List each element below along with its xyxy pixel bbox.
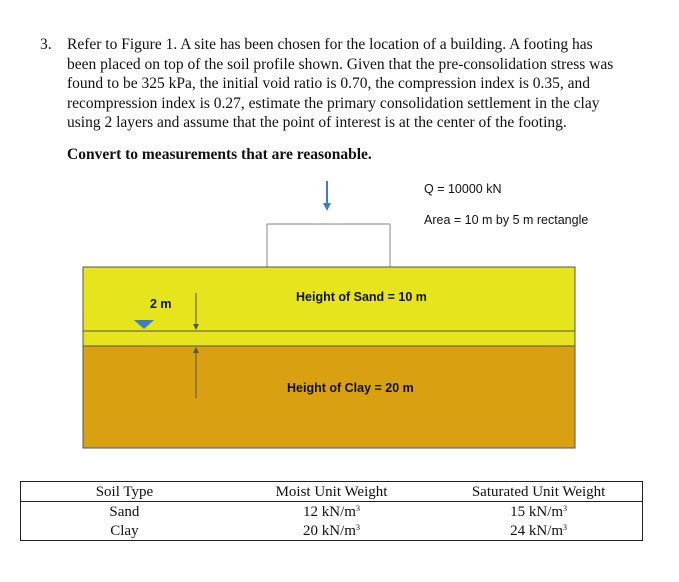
table-header-row — [21, 482, 643, 502]
table-header-cell: Moist Unit Weight — [228, 482, 435, 502]
table-header-cell: Soil Type — [21, 482, 228, 502]
table-row — [21, 521, 643, 541]
saturated-sand-band — [83, 331, 575, 346]
problem-number: 3. — [40, 36, 52, 53]
clay-layer — [83, 346, 575, 448]
unit-exponent: 3 — [563, 503, 568, 513]
table-cell: 15 $kN/m^3$ — [435, 502, 642, 522]
unit-exponent: 3 — [355, 522, 360, 532]
clay-height-label: Height of Clay = 20 m — [287, 381, 414, 395]
table-cell: 12 $kN/m^3$ — [303, 503, 360, 520]
problem-line: been placed on top of the soil profile shown. Given that the pre-consolidation stress was — [67, 55, 614, 73]
problem-line: found to be 325 kPa, the initial void ratio is 0.70, the compression index is 0.35, and — [67, 75, 591, 92]
problem-line: using 2 layers and assume that the point of interest is at the center of the footing. — [67, 114, 567, 131]
table-cell: Clay — [21, 521, 228, 541]
table-cell: 24 $kN/m^3$ — [435, 521, 642, 541]
water-table-depth-label: 2 m — [150, 297, 172, 311]
area-label: Area = 10 m by 5 m rectangle — [424, 213, 589, 227]
table-header-cell: Saturated Unit Weight — [435, 482, 642, 502]
instruction-text: Convert to measurements that are reasonable. — [67, 146, 372, 163]
problem-line: Refer to Figure 1. A site has been chosen for the location of a building. A footing has — [67, 36, 593, 53]
sand-height-label: Height of Sand = 10 m — [296, 290, 427, 304]
unit-exponent: 3 — [563, 522, 568, 532]
footing — [267, 224, 390, 267]
load-label: Q = 10000 kN — [424, 182, 502, 196]
table-cell: Sand — [21, 502, 228, 522]
problem-line: recompression index is 0.27, estimate the primary consolidation settlement in the clay — [67, 94, 600, 112]
soil-properties-table — [20, 481, 643, 541]
unit-exponent: 3 — [355, 503, 360, 513]
table-row — [21, 502, 643, 522]
table-cell: 20 $kN/m^3$ — [228, 521, 435, 541]
